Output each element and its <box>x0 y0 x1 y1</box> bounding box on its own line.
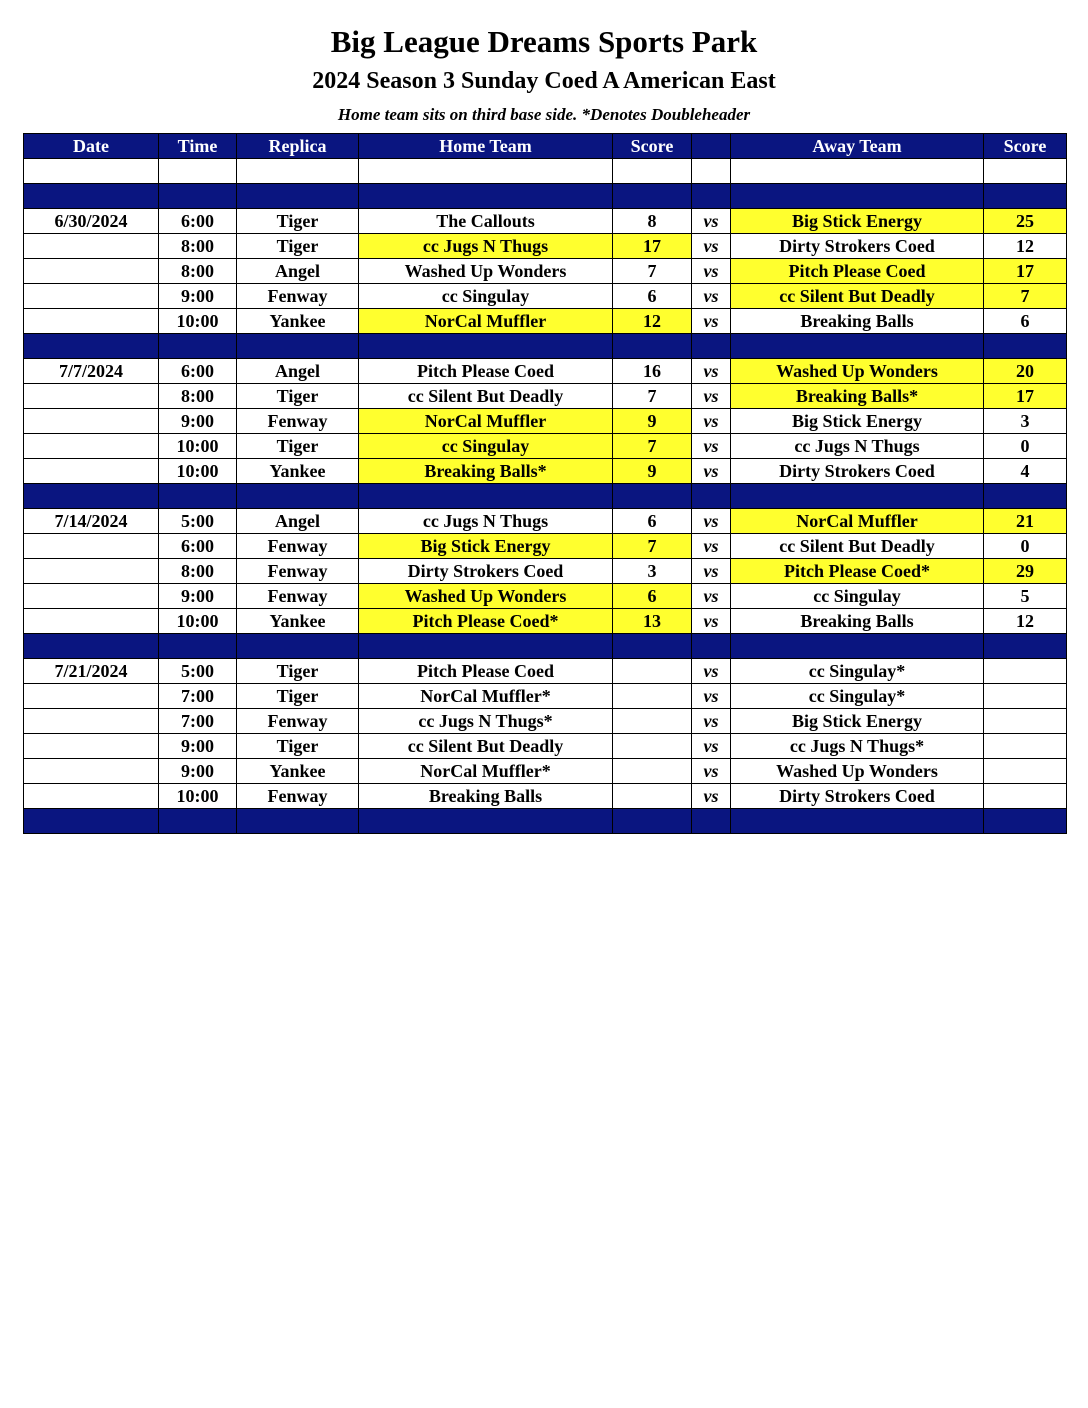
home-team: cc Silent But Deadly <box>359 384 613 409</box>
home-team: cc Jugs N Thugs <box>359 234 613 259</box>
away-team: Breaking Balls <box>731 609 984 634</box>
column-header-home-team: Home Team <box>359 134 613 159</box>
home-team: Breaking Balls <box>359 784 613 809</box>
separator-cell <box>359 809 613 834</box>
game-date <box>24 709 159 734</box>
game-time: 10:00 <box>159 459 237 484</box>
home-team: NorCal Muffler <box>359 309 613 334</box>
away-score <box>984 759 1067 784</box>
away-score: 12 <box>984 609 1067 634</box>
separator-cell <box>24 184 159 209</box>
away-team: cc Silent But Deadly <box>731 534 984 559</box>
home-team: NorCal Muffler <box>359 409 613 434</box>
table-row <box>24 759 1067 784</box>
table-row <box>24 309 1067 334</box>
week-separator-row <box>24 634 1067 659</box>
home-score: 6 <box>613 509 692 534</box>
home-score: 17 <box>613 234 692 259</box>
week-separator-row <box>24 484 1067 509</box>
separator-cell <box>731 809 984 834</box>
blank-cell <box>359 159 613 184</box>
game-date <box>24 309 159 334</box>
game-field: Tiger <box>237 734 359 759</box>
game-time: 10:00 <box>159 609 237 634</box>
separator-cell <box>359 184 613 209</box>
game-time: 10:00 <box>159 434 237 459</box>
home-team: NorCal Muffler* <box>359 759 613 784</box>
home-score <box>613 659 692 684</box>
vs-label: vs <box>692 309 731 334</box>
home-score: 7 <box>613 259 692 284</box>
away-team: cc Jugs N Thugs <box>731 434 984 459</box>
away-score: 20 <box>984 359 1067 384</box>
home-team: cc Silent But Deadly <box>359 734 613 759</box>
separator-cell <box>159 484 237 509</box>
blank-cell <box>24 159 159 184</box>
away-team: Breaking Balls* <box>731 384 984 409</box>
home-team: Breaking Balls* <box>359 459 613 484</box>
home-team: Washed Up Wonders <box>359 584 613 609</box>
table-row <box>24 234 1067 259</box>
table-row <box>24 659 1067 684</box>
separator-cell <box>24 809 159 834</box>
game-time: 8:00 <box>159 559 237 584</box>
game-field: Yankee <box>237 459 359 484</box>
vs-label: vs <box>692 534 731 559</box>
separator-cell <box>237 484 359 509</box>
away-score: 3 <box>984 409 1067 434</box>
game-date <box>24 284 159 309</box>
separator-cell <box>731 184 984 209</box>
home-team: cc Jugs N Thugs <box>359 509 613 534</box>
away-score: 29 <box>984 559 1067 584</box>
away-score <box>984 659 1067 684</box>
away-score <box>984 734 1067 759</box>
game-field: Angel <box>237 509 359 534</box>
home-score: 9 <box>613 459 692 484</box>
away-team: Pitch Please Coed* <box>731 559 984 584</box>
away-team: Dirty Strokers Coed <box>731 234 984 259</box>
table-row <box>24 384 1067 409</box>
game-time: 6:00 <box>159 359 237 384</box>
column-header-time: Time <box>159 134 237 159</box>
game-field: Tiger <box>237 234 359 259</box>
separator-cell <box>159 809 237 834</box>
separator-cell <box>984 334 1067 359</box>
away-team: cc Silent But Deadly <box>731 284 984 309</box>
vs-label: vs <box>692 359 731 384</box>
vs-label: vs <box>692 584 731 609</box>
game-field: Tiger <box>237 209 359 234</box>
vs-label: vs <box>692 609 731 634</box>
game-date: 7/14/2024 <box>24 509 159 534</box>
week-separator-row <box>24 334 1067 359</box>
away-score: 6 <box>984 309 1067 334</box>
table-row <box>24 459 1067 484</box>
separator-cell <box>984 184 1067 209</box>
table-row <box>24 684 1067 709</box>
game-date: 7/7/2024 <box>24 359 159 384</box>
home-score <box>613 759 692 784</box>
week-separator-row <box>24 184 1067 209</box>
away-team: Big Stick Energy <box>731 409 984 434</box>
table-row <box>24 609 1067 634</box>
game-time: 9:00 <box>159 409 237 434</box>
game-field: Tiger <box>237 384 359 409</box>
blank-cell <box>984 159 1067 184</box>
separator-cell <box>237 634 359 659</box>
vs-label: vs <box>692 209 731 234</box>
away-team: Big Stick Energy <box>731 209 984 234</box>
separator-cell <box>24 484 159 509</box>
home-team: Pitch Please Coed <box>359 359 613 384</box>
blank-cell <box>692 159 731 184</box>
table-row <box>24 509 1067 534</box>
game-field: Angel <box>237 359 359 384</box>
blank-cell <box>159 159 237 184</box>
home-score: 7 <box>613 384 692 409</box>
game-time: 7:00 <box>159 709 237 734</box>
blank-cell <box>613 159 692 184</box>
table-row <box>24 434 1067 459</box>
away-score: 21 <box>984 509 1067 534</box>
blank-cell <box>237 159 359 184</box>
game-time: 8:00 <box>159 259 237 284</box>
separator-cell <box>159 184 237 209</box>
column-header-home-score: Score <box>613 134 692 159</box>
separator-cell <box>731 634 984 659</box>
game-field: Fenway <box>237 534 359 559</box>
table-row <box>24 359 1067 384</box>
away-team: Dirty Strokers Coed <box>731 459 984 484</box>
game-time: 9:00 <box>159 759 237 784</box>
separator-cell <box>159 334 237 359</box>
game-date <box>24 734 159 759</box>
game-date <box>24 234 159 259</box>
game-field: Fenway <box>237 284 359 309</box>
game-field: Yankee <box>237 309 359 334</box>
separator-cell <box>731 484 984 509</box>
vs-label: vs <box>692 284 731 309</box>
away-score: 17 <box>984 259 1067 284</box>
away-score: 17 <box>984 384 1067 409</box>
home-team: Pitch Please Coed <box>359 659 613 684</box>
home-score <box>613 784 692 809</box>
separator-cell <box>159 634 237 659</box>
vs-label: vs <box>692 434 731 459</box>
separator-cell <box>692 334 731 359</box>
separator-cell <box>359 484 613 509</box>
game-field: Angel <box>237 259 359 284</box>
home-team: NorCal Muffler* <box>359 684 613 709</box>
game-time: 6:00 <box>159 209 237 234</box>
vs-label: vs <box>692 234 731 259</box>
game-time: 8:00 <box>159 384 237 409</box>
game-field: Fenway <box>237 784 359 809</box>
vs-label: vs <box>692 384 731 409</box>
game-field: Yankee <box>237 609 359 634</box>
game-date <box>24 609 159 634</box>
home-team: Washed Up Wonders <box>359 259 613 284</box>
away-team: Washed Up Wonders <box>731 759 984 784</box>
separator-cell <box>692 634 731 659</box>
away-score: 0 <box>984 434 1067 459</box>
game-field: Fenway <box>237 709 359 734</box>
home-score: 9 <box>613 409 692 434</box>
separator-cell <box>613 184 692 209</box>
vs-label: vs <box>692 759 731 784</box>
schedule-note: Home team sits on third base side. *Denotes Doubleheader <box>337 105 751 124</box>
separator-cell <box>984 809 1067 834</box>
away-team: Breaking Balls <box>731 309 984 334</box>
game-date: 7/21/2024 <box>24 659 159 684</box>
game-date <box>24 259 159 284</box>
separator-cell <box>692 184 731 209</box>
home-score: 7 <box>613 534 692 559</box>
separator-cell <box>359 334 613 359</box>
game-date <box>24 559 159 584</box>
game-time: 9:00 <box>159 734 237 759</box>
game-date <box>24 409 159 434</box>
away-score: 0 <box>984 534 1067 559</box>
blank-cell <box>731 159 984 184</box>
vs-label: vs <box>692 684 731 709</box>
game-time: 8:00 <box>159 234 237 259</box>
vs-label: vs <box>692 459 731 484</box>
blank-row <box>24 159 1067 184</box>
column-header-away-team: Away Team <box>731 134 984 159</box>
away-team: cc Singulay* <box>731 659 984 684</box>
vs-label: vs <box>692 709 731 734</box>
vs-label: vs <box>692 509 731 534</box>
separator-cell <box>24 334 159 359</box>
game-field: Yankee <box>237 759 359 784</box>
table-row <box>24 709 1067 734</box>
game-field: Tiger <box>237 659 359 684</box>
home-team: Pitch Please Coed* <box>359 609 613 634</box>
home-score: 7 <box>613 434 692 459</box>
home-score: 8 <box>613 209 692 234</box>
separator-cell <box>613 334 692 359</box>
separator-cell <box>237 334 359 359</box>
home-score: 13 <box>613 609 692 634</box>
game-date <box>24 759 159 784</box>
game-date <box>24 684 159 709</box>
away-team: Washed Up Wonders <box>731 359 984 384</box>
away-score <box>984 709 1067 734</box>
game-date <box>24 784 159 809</box>
table-row <box>24 259 1067 284</box>
game-time: 10:00 <box>159 784 237 809</box>
home-team: Dirty Strokers Coed <box>359 559 613 584</box>
schedule-body <box>24 159 1067 834</box>
game-date <box>24 459 159 484</box>
away-score: 12 <box>984 234 1067 259</box>
separator-cell <box>359 634 613 659</box>
home-team: Big Stick Energy <box>359 534 613 559</box>
column-header-date: Date <box>24 134 159 159</box>
game-time: 10:00 <box>159 309 237 334</box>
separator-cell <box>237 184 359 209</box>
page-subtitle: 2024 Season 3 Sunday Coed A American East <box>312 68 776 94</box>
separator-cell <box>692 484 731 509</box>
home-team: cc Jugs N Thugs* <box>359 709 613 734</box>
away-team: cc Singulay* <box>731 684 984 709</box>
vs-label: vs <box>692 734 731 759</box>
column-header-vs <box>692 134 731 159</box>
away-team: NorCal Muffler <box>731 509 984 534</box>
home-score: 6 <box>613 284 692 309</box>
away-team: cc Jugs N Thugs* <box>731 734 984 759</box>
table-row <box>24 734 1067 759</box>
vs-label: vs <box>692 659 731 684</box>
table-row <box>24 209 1067 234</box>
game-date: 6/30/2024 <box>24 209 159 234</box>
vs-label: vs <box>692 409 731 434</box>
separator-cell <box>984 634 1067 659</box>
column-header-away-score: Score <box>984 134 1067 159</box>
game-date <box>24 534 159 559</box>
vs-label: vs <box>692 784 731 809</box>
game-field: Tiger <box>237 434 359 459</box>
game-time: 7:00 <box>159 684 237 709</box>
vs-label: vs <box>692 559 731 584</box>
vs-label: vs <box>692 259 731 284</box>
separator-cell <box>237 809 359 834</box>
separator-cell <box>731 334 984 359</box>
game-time: 5:00 <box>159 509 237 534</box>
home-score: 16 <box>613 359 692 384</box>
table-row <box>24 534 1067 559</box>
home-score <box>613 734 692 759</box>
game-date <box>24 584 159 609</box>
away-team: Pitch Please Coed <box>731 259 984 284</box>
home-score <box>613 709 692 734</box>
schedule-table <box>23 133 1067 834</box>
separator-cell <box>984 484 1067 509</box>
separator-cell <box>692 809 731 834</box>
table-row <box>24 284 1067 309</box>
away-score: 7 <box>984 284 1067 309</box>
table-row <box>24 784 1067 809</box>
away-score: 4 <box>984 459 1067 484</box>
game-date <box>24 384 159 409</box>
home-team: The Callouts <box>359 209 613 234</box>
game-field: Fenway <box>237 584 359 609</box>
game-field: Fenway <box>237 559 359 584</box>
away-team: Big Stick Energy <box>731 709 984 734</box>
home-team: cc Singulay <box>359 434 613 459</box>
table-header-row <box>24 134 1067 159</box>
away-score <box>984 784 1067 809</box>
separator-cell <box>613 809 692 834</box>
separator-cell <box>613 484 692 509</box>
game-date <box>24 434 159 459</box>
table-row <box>24 584 1067 609</box>
page-title: Big League Dreams Sports Park <box>330 24 758 59</box>
table-row <box>24 409 1067 434</box>
separator-cell <box>613 634 692 659</box>
week-separator-row <box>24 809 1067 834</box>
game-time: 9:00 <box>159 584 237 609</box>
home-score: 6 <box>613 584 692 609</box>
separator-cell <box>24 634 159 659</box>
away-score <box>984 684 1067 709</box>
table-row <box>24 559 1067 584</box>
game-field: Tiger <box>237 684 359 709</box>
game-time: 6:00 <box>159 534 237 559</box>
game-time: 9:00 <box>159 284 237 309</box>
home-score: 3 <box>613 559 692 584</box>
game-time: 5:00 <box>159 659 237 684</box>
away-team: Dirty Strokers Coed <box>731 784 984 809</box>
column-header-replica: Replica <box>237 134 359 159</box>
home-team: cc Singulay <box>359 284 613 309</box>
away-score: 25 <box>984 209 1067 234</box>
game-field: Fenway <box>237 409 359 434</box>
away-score: 5 <box>984 584 1067 609</box>
home-score: 12 <box>613 309 692 334</box>
home-score <box>613 684 692 709</box>
away-team: cc Singulay <box>731 584 984 609</box>
